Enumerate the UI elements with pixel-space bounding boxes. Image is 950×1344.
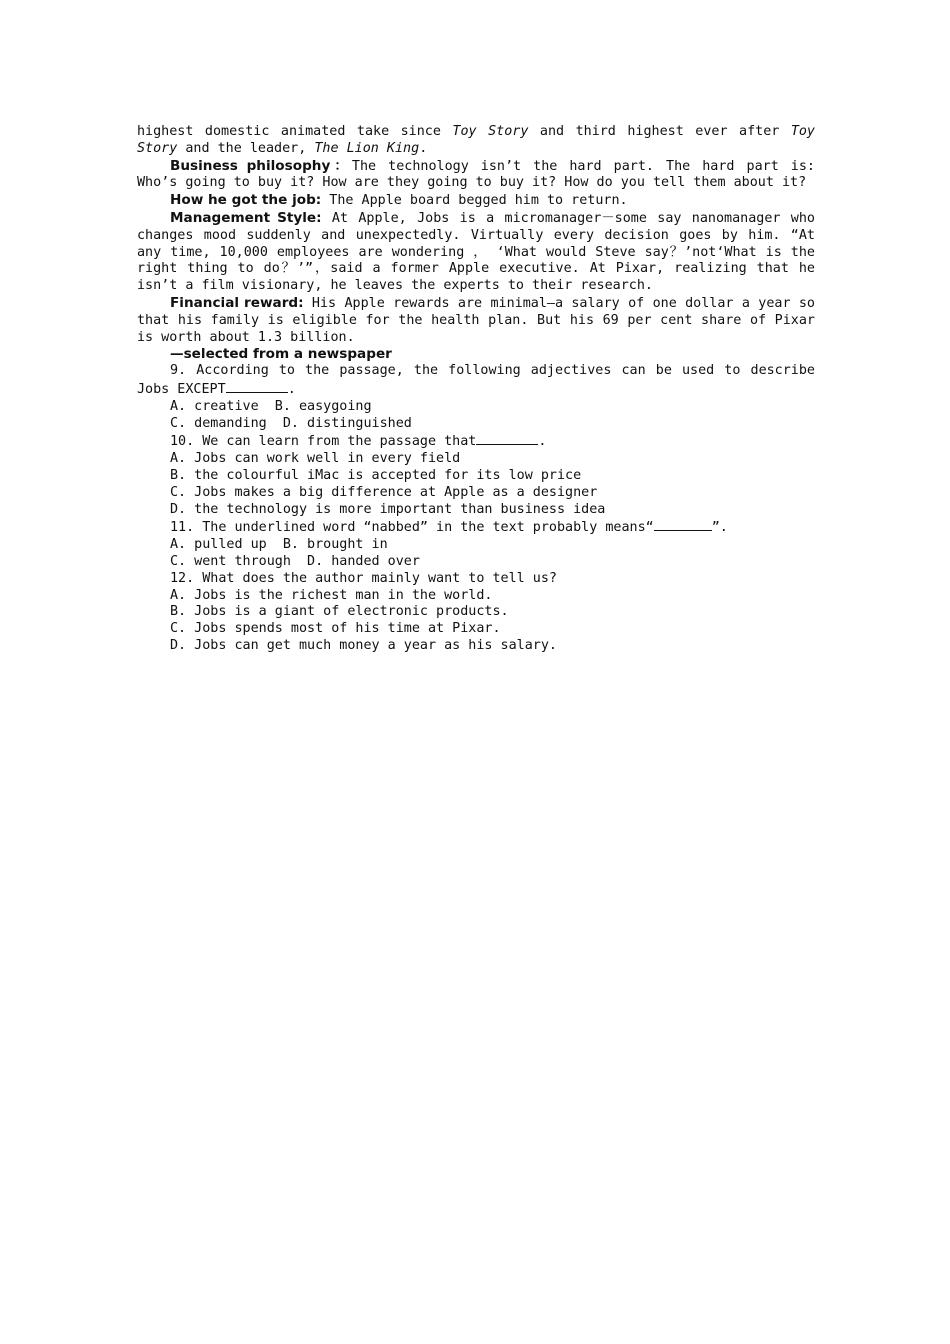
section-body: His Apple rewards are minimal—a salary of one dollar a year so that his family is eligible for the health plan. But his 69 per cent share of Pixar is worth about 1.3 billion. [137,295,815,345]
section-label: Management Style: [170,209,322,226]
section-label: Business philosophy： [170,157,352,174]
question-stem-end: . [538,434,547,450]
answer-blank [226,380,288,393]
question-stem: 9. According to the passage, the following adjectives can be used to describe Jobs EXCEPT [137,363,815,397]
section-business-philosophy [137,158,815,193]
movie-title: Toy Story [452,124,529,139]
intro-paragraph [137,124,815,158]
option-line: C. demanding D. distinguished [170,415,412,431]
question-stem: 11. The underlined word “nabbed” in the text probably means“ [170,520,654,536]
section-how-he-got-job [137,192,815,210]
source-line: —selected from a newspaper [170,346,392,363]
option-line: D. Jobs can get much money a year as his salary. [170,637,557,653]
question-stem-end: ”. [711,520,728,536]
section-body: The technology isn’t the hard part. The hard part is: Who’s going to buy it? How are they going to buy it? How do you tell them about it? [137,158,815,191]
intro-text: and third highest ever after [528,124,791,139]
section-financial-reward [137,295,815,346]
question-11 [137,518,815,537]
option-line: B. the colourful iMac is accepted for its low price [170,467,582,483]
document-page [137,124,815,655]
option-line: D. the technology is more important than business idea [170,501,606,517]
answer-blank [654,518,712,531]
intro-text: highest domestic animated take since [137,124,453,139]
option-line: C. Jobs makes a big difference at Apple as a designer [170,484,598,500]
option-line: A. creative B. easygoing [170,398,372,414]
section-body: At Apple, Jobs is a micromanager－some say nanomanager who changes mood suddenly and unexpectedly. Virtually every decision goes by him. “At any time, 10,000 employees are wondering ， ‘What would Steve say？’not‘What is the right thing to do？’”，said a former Apple executive. At Pixar, realizing that he isn’t a film visionary, he leaves the experts to their research. [137,210,815,294]
question-10 [137,432,815,451]
intro-text: and the leader, [177,140,315,156]
option-line: A. Jobs can work well in every field [170,451,461,467]
question-12 [137,571,815,588]
option-line: C. Jobs spends most of his time at Pixar. [170,621,501,637]
answer-blank [476,432,538,445]
section-management-style [137,210,815,295]
section-body: The Apple board begged him to return. [321,193,628,209]
option-line: A. Jobs is the richest man in the world. [170,587,493,603]
section-label: Financial reward: [170,294,304,311]
option-line: C. went through D. handed over [170,553,420,569]
question-stem-end: . [287,381,296,397]
question-stem: 10. We can learn from the passage that [170,434,477,450]
question-stem: 12. What does the author mainly want to tell us? [170,570,557,586]
intro-text: . [419,140,428,156]
question-9 [137,363,815,399]
section-label: How he got the job: [170,192,322,209]
option-line: A. pulled up B. brought in [170,537,388,553]
movie-title: Toy Story [137,124,815,156]
movie-title: The Lion King [314,140,420,156]
option-line: B. Jobs is a giant of electronic products. [170,604,509,620]
